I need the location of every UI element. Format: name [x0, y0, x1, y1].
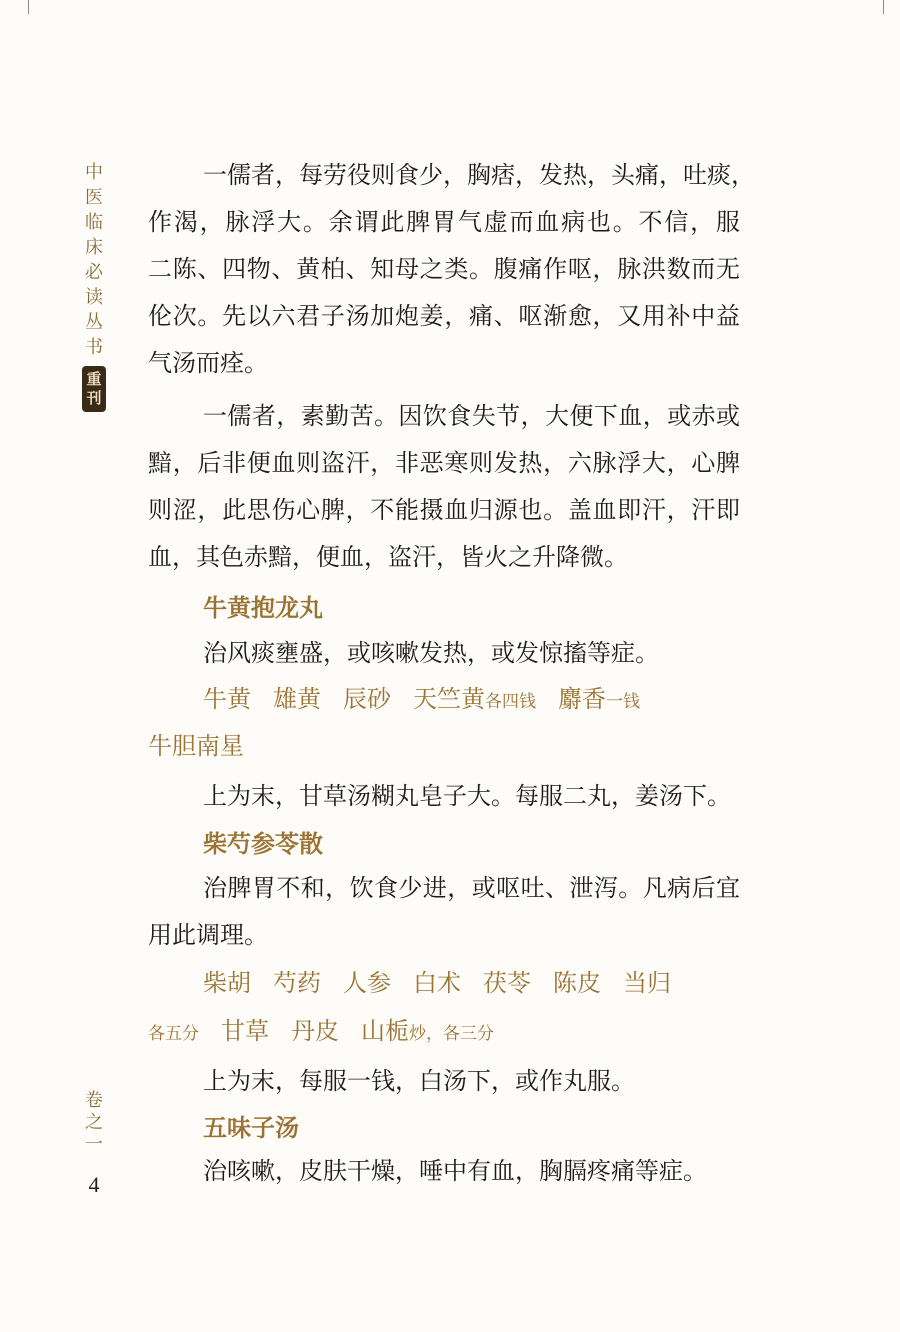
series-char: 读	[85, 287, 103, 308]
dosage-note: 炒，各三分	[409, 1024, 494, 1044]
dosage-note: 各五分	[148, 1024, 199, 1044]
volume-char: 卷	[85, 1090, 103, 1111]
formula-3-indication: 治咳嗽，皮肤干燥，唾中有血，胸膈疼痛等症。	[203, 1157, 707, 1185]
series-char: 必	[85, 262, 103, 283]
formula-2-indication-line-1: 治脾胃不和，饮食少进，或呕吐、泄泻。凡病后宜	[203, 874, 740, 902]
formula-2-ingredients	[203, 968, 671, 998]
paragraph-1-line-1: 一儒者，每劳役则食少，胸痞，发热，头痛，吐痰，	[203, 161, 755, 189]
formula-1-indication: 治风痰壅盛，或咳嗽发热，或发惊搐等症。	[203, 639, 659, 667]
herb: 白术	[413, 969, 461, 997]
series-char: 医	[85, 187, 103, 208]
formula-2-ingredients-cont	[148, 1016, 494, 1049]
herb: 当归	[623, 969, 671, 997]
paragraph-2-line-1: 一儒者，素勤苦。因饮食失节，大便下血，或赤或	[203, 402, 740, 430]
reprint-seal	[82, 366, 106, 412]
dosage-note: 各四钱	[485, 692, 536, 712]
series-char: 书	[85, 337, 103, 358]
paragraph-1-line-4: 伦次。先以六君子汤加炮姜，痛、呕渐愈，又用补中益	[148, 302, 740, 330]
herb: 麝香	[558, 685, 606, 713]
herb: 雄黄	[273, 685, 321, 713]
paragraph-2-line-3: 则涩，此思伤心脾，不能摄血归源也。盖血即汗，汗即	[148, 496, 740, 524]
herb: 山栀	[361, 1017, 409, 1045]
herb: 辰砂	[343, 685, 391, 713]
series-title-vertical	[82, 160, 106, 412]
series-char: 床	[85, 237, 103, 258]
herb: 甘草	[221, 1017, 269, 1045]
formula-1-ingredients-cont: 牛胆南星	[148, 732, 244, 760]
crop-mark-left	[28, 0, 29, 14]
page-number: 4	[88, 1172, 100, 1197]
series-char: 丛	[85, 312, 103, 333]
herb: 柴胡	[203, 969, 251, 997]
series-char: 中	[85, 162, 103, 183]
series-char: 临	[85, 212, 103, 233]
volume-label-vertical	[82, 1090, 106, 1156]
formula-1-preparation: 上为末，甘草汤糊丸皂子大。每服二丸，姜汤下。	[203, 782, 731, 810]
seal-char: 刊	[86, 389, 102, 407]
dosage-note: 一钱	[606, 692, 640, 712]
paragraph-1-line-2: 作渴，脉浮大。余谓此脾胃气虚而血病也。不信，服	[148, 208, 740, 236]
paragraph-1-line-5: 气汤而痊。	[148, 349, 268, 377]
paragraph-2-line-2: 黯，后非便血则盗汗，非恶寒则发热，六脉浮大，心脾	[148, 449, 740, 477]
formula-2-indication-line-2: 用此调理。	[148, 921, 268, 949]
formula-1-ingredients	[203, 684, 640, 717]
herb: 丹皮	[291, 1017, 339, 1045]
herb: 牛黄	[203, 685, 251, 713]
herb: 天竺黄	[413, 685, 485, 713]
paragraph-1-line-3: 二陈、四物、黄柏、知母之类。腹痛作呕，脉洪数而无	[148, 255, 740, 283]
herb: 芍药	[273, 969, 321, 997]
formula-3-title: 五味子汤	[203, 1113, 299, 1142]
paragraph-2-line-4: 血，其色赤黯，便血，盗汗，皆火之升降微。	[148, 543, 628, 571]
seal-char: 重	[86, 370, 102, 388]
herb: 人参	[343, 969, 391, 997]
crop-mark-right	[883, 0, 884, 14]
herb: 茯苓	[483, 969, 531, 997]
formula-1-title: 牛黄抱龙丸	[203, 593, 323, 622]
volume-char: 之	[85, 1112, 103, 1133]
volume-char: 一	[85, 1134, 103, 1155]
herb: 陈皮	[553, 969, 601, 997]
formula-2-title: 柴芍参苓散	[203, 829, 323, 858]
formula-2-preparation: 上为末，每服一钱，白汤下，或作丸服。	[203, 1067, 635, 1095]
